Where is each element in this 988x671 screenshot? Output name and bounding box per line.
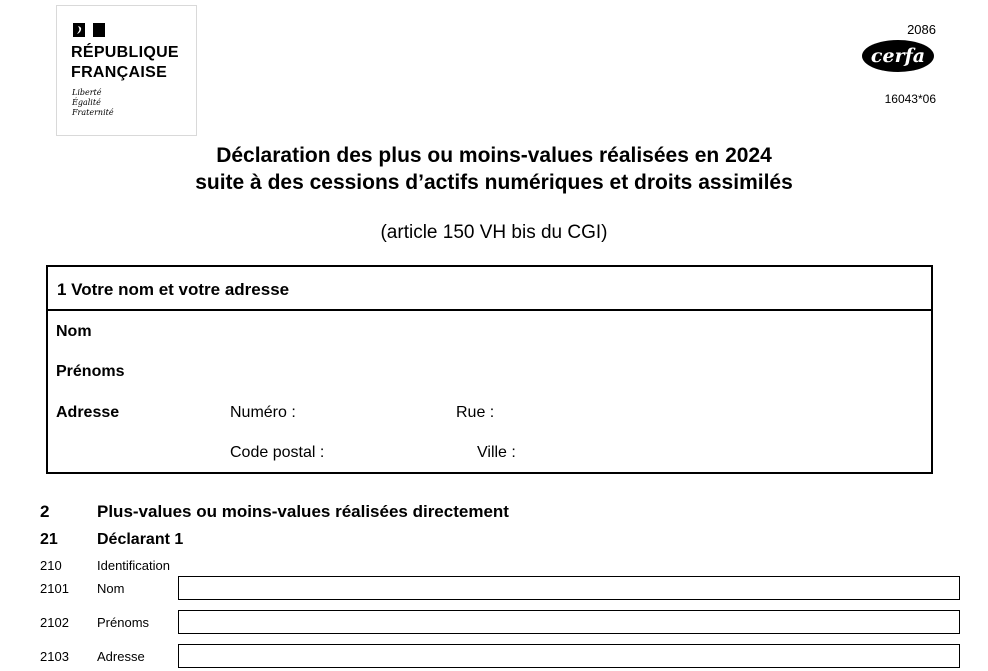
- republique-line-1: RÉPUBLIQUE: [71, 44, 179, 61]
- field-2101-code: 2101: [40, 581, 69, 596]
- form-number: 2086: [907, 22, 936, 37]
- code-postal-label: Code postal :: [230, 444, 325, 461]
- motto-fraternite: Fraternité: [72, 108, 114, 117]
- field-2102-code: 2102: [40, 615, 69, 630]
- ville-label: Ville :: [477, 444, 516, 461]
- section-2-title: Plus-values ou moins-values réalisées directement: [97, 502, 509, 521]
- nom-label: Nom: [56, 323, 92, 340]
- nom-input-2101[interactable]: [178, 576, 960, 600]
- title-line-1: Déclaration des plus ou moins-values réalisées en 2024: [216, 144, 772, 167]
- cerfa-logo: [860, 38, 936, 74]
- identification-label: Identification: [97, 558, 170, 573]
- field-2103-code: 2103: [40, 649, 69, 664]
- section-1-header: [48, 267, 931, 311]
- prenoms-label: Prénoms: [56, 363, 125, 380]
- adresse-input-2103[interactable]: [178, 644, 960, 668]
- section-2-number: 2: [40, 502, 50, 521]
- motto-egalite: Égalité: [72, 98, 101, 107]
- section-21-number: 21: [40, 531, 58, 548]
- field-2102-label: Prénoms: [97, 615, 150, 630]
- republique-francaise-logo: [56, 5, 197, 136]
- republique-line-2: FRANÇAISE: [71, 64, 168, 81]
- numero-label: Numéro :: [230, 404, 296, 421]
- rue-label: Rue :: [456, 404, 495, 421]
- field-2101-label: Nom: [97, 581, 125, 596]
- prenoms-input-2102[interactable]: [178, 610, 960, 634]
- field-2103-label: Adresse: [97, 649, 145, 664]
- motto-liberte: Liberté: [72, 88, 102, 97]
- title-line-2: suite à des cessions d’actifs numériques et droits assimilés: [195, 171, 793, 194]
- section-21-title: Déclarant 1: [97, 531, 184, 548]
- adresse-label: Adresse: [56, 404, 120, 421]
- identification-code: 210: [40, 558, 62, 573]
- subtitle: (article 150 VH bis du CGI): [380, 222, 608, 243]
- marianne-flag-icon: [73, 23, 105, 37]
- cerfa-number: 16043*06: [884, 92, 936, 106]
- section-1-title: 1 Votre nom et votre adresse: [57, 280, 290, 299]
- section-1-box: [46, 265, 933, 474]
- cerfa-label: cerfa: [870, 45, 926, 67]
